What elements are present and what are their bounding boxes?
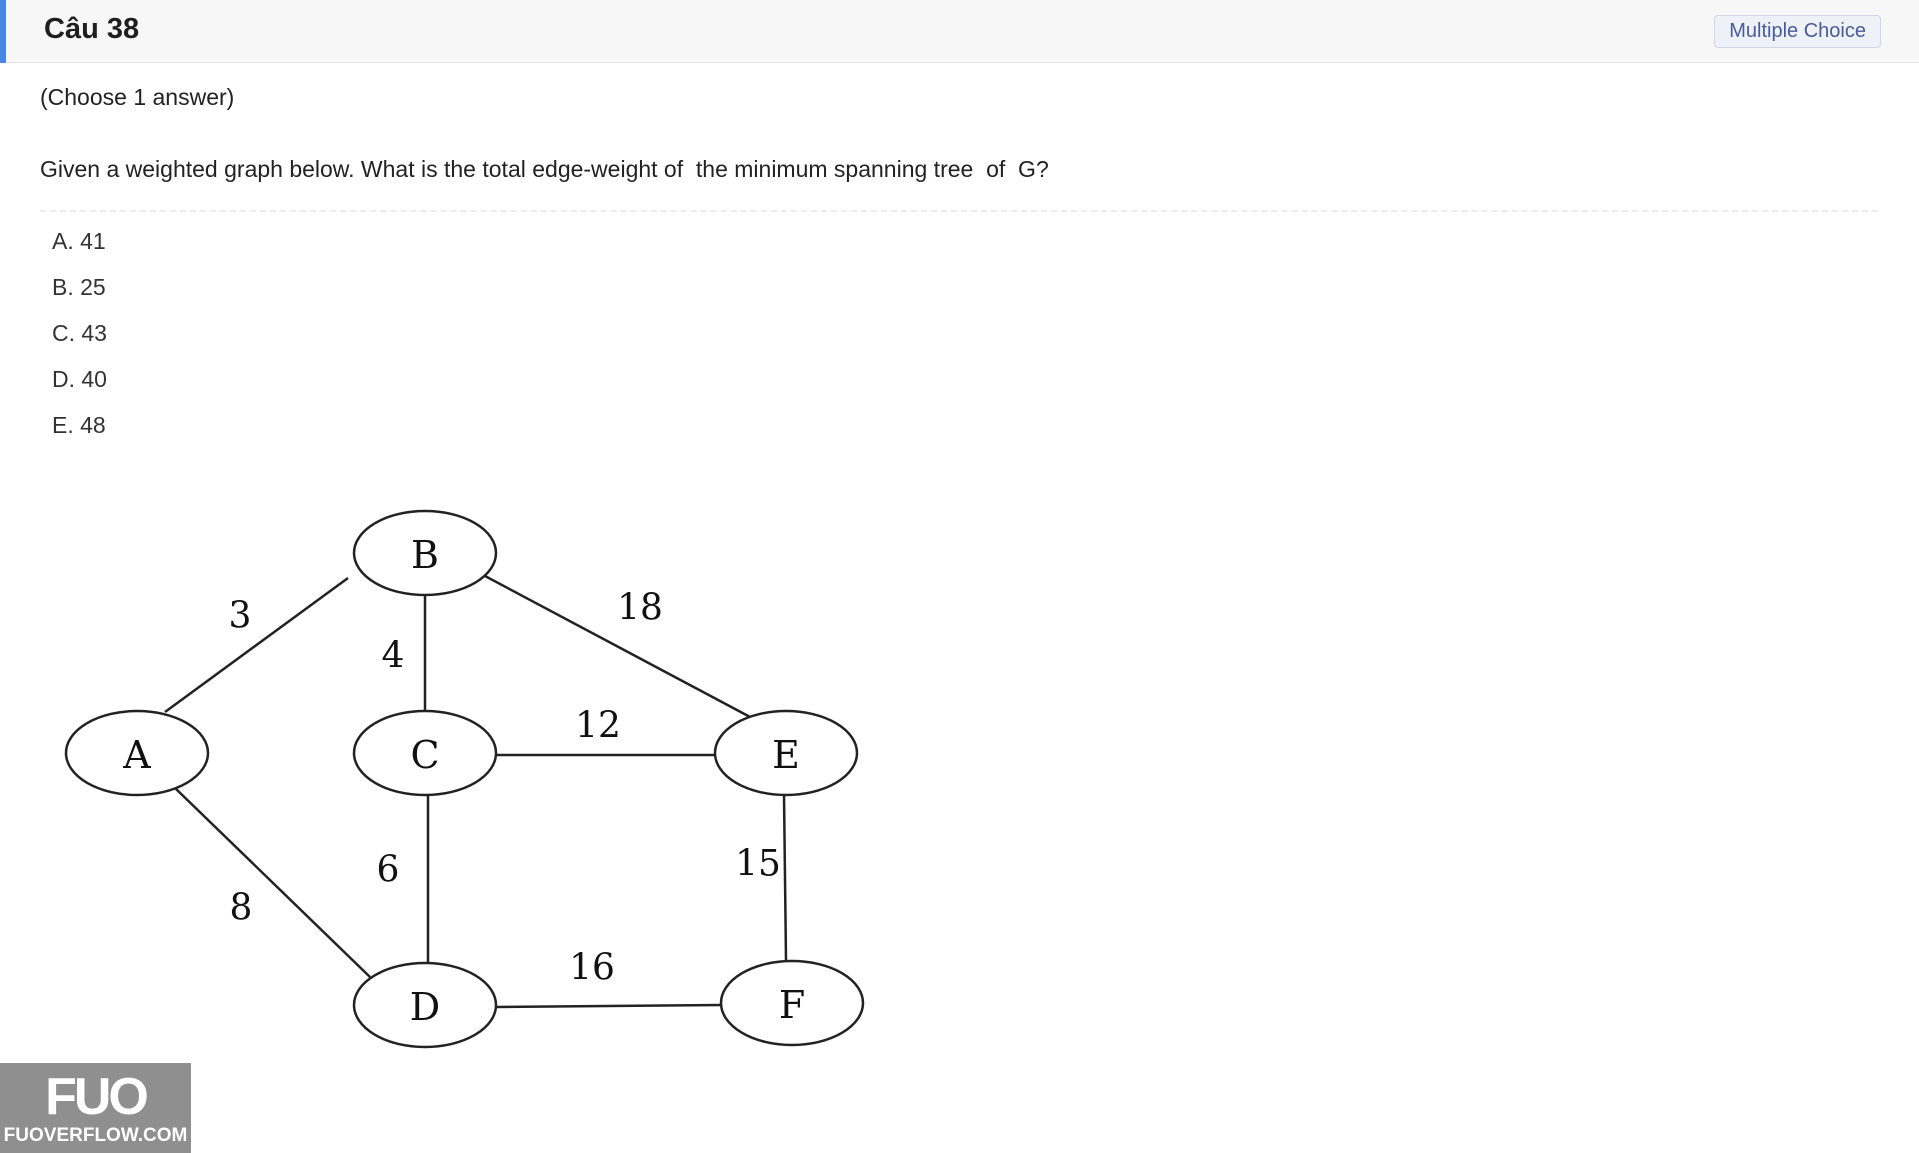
node-label-d: D [409,985,441,1029]
question-header [0,0,1919,63]
node-label-f: F [778,983,806,1027]
node-label-b: B [411,533,439,577]
edge-e-f [784,795,786,960]
fuo-logo-icon: FUO [45,1068,146,1126]
question-type-badge: Multiple Choice [1714,15,1881,48]
node-label-c: C [410,733,440,777]
edge-weight-e-f: 15 [735,843,781,885]
option-e[interactable]: E. 48 [52,412,106,438]
option-b[interactable]: B. 25 [52,274,106,300]
watermark-site-text: FUOVERFLOW.COM [3,1125,188,1146]
edge-weight-c-e: 12 [575,705,621,747]
edge-weight-a-d: 8 [229,887,253,929]
option-a[interactable]: A. 41 [52,228,106,254]
header-accent-bar [0,0,6,63]
edge-a-d [175,788,370,977]
option-d[interactable]: D. 40 [52,366,107,392]
edge-weight-c-d: 6 [376,849,400,891]
edge-weight-d-f: 16 [569,947,615,989]
question-text: Given a weighted graph below. What is the total edge-weight of the minimum spanning tree of G? [40,156,1049,182]
edge-weight-a-b: 3 [228,595,252,637]
option-c[interactable]: C. 43 [52,320,107,346]
divider [40,210,1878,212]
node-label-a: A [123,733,151,777]
instruction-text: (Choose 1 answer) [40,84,235,110]
weighted-graph-figure [0,490,880,1060]
edge-a-b [165,578,348,712]
edge-d-f [497,1005,722,1007]
question-title: Câu 38 [44,13,140,45]
fuoverflow-watermark [0,1063,191,1153]
edge-weight-b-c: 4 [381,635,405,677]
node-label-e: E [772,733,800,777]
edge-weight-b-e: 18 [617,587,663,629]
answer-options [52,226,107,456]
